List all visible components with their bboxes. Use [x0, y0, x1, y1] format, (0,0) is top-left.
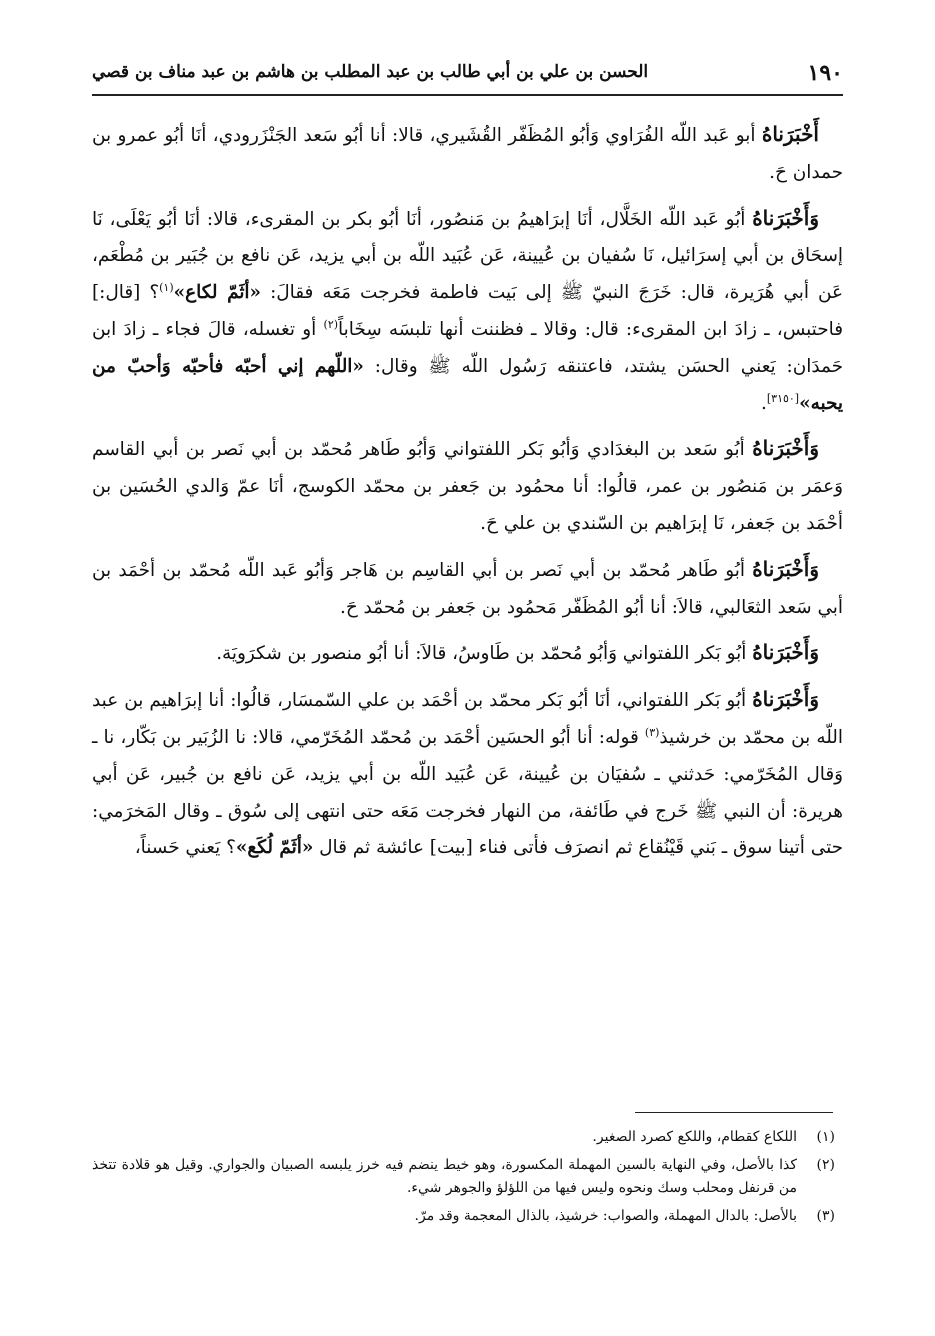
footnote-ref: (٢) [323, 317, 339, 331]
paragraph-text: أبُو بَكر اللفتواني، أنَا أبُو بَكر محمّد بن أحْمَد بن علي السّمسَار، قالُوا: أنا إبرَاهيم بن عبد اللّه بن محمّد بن خرشيذ [92, 690, 843, 748]
isnad-keyword: أَخْبَرَناهُ [761, 122, 819, 146]
paragraph-3 [92, 430, 843, 542]
footnotes [92, 1126, 835, 1232]
paragraph-1 [92, 116, 843, 192]
paragraph-text: أبُو بَكر اللفتواني وَأبُو مُحمّد بن طَاوسُ، قالاَ: أنا أبُو منصور بن شكرَويَة. [216, 643, 753, 665]
isnad-keyword: وَأَخْبَرَناهُ [752, 556, 819, 581]
page-header [92, 56, 843, 96]
paragraph-2 [92, 200, 843, 423]
running-title: الحسن بن علي بن أبي طالب بن عبد المطلب بن هاشم بن عبد مناف بن قصي [92, 62, 649, 82]
hadith-quote: «اللّهم إني أحبّه فأحبّه وَأحبّ من يحبه» [92, 355, 843, 414]
footnote-text: اللكاع كقطام، واللكع كصرد الصغير. [592, 1129, 797, 1145]
paragraph-text: أبُو عَبد اللّه الخَلَّال، أنَا إبرَاهيمُ بن مَنصُور، أنَا أبُو بكر بن المقرىء، قالا: أنَا أبُو يَعْلَى، نَا إسحَاق بن أبي إسرَائيل، نَا سُفيان بن عُيينة، عَن عُبَيد اللّه بن أبي يزيد، عَن نافع بن جُبَير بن مُطْعَم، عَن أبي هُرَيرة، قال: خَرَجَ النبيّ ﷺ إلى بَيت فاطمة فخرجت مَعَه فقالَ: [92, 208, 843, 304]
isnad-keyword: وَأَخْبَرَناهُ [752, 205, 819, 230]
footnote-divider [635, 1112, 833, 1113]
paragraph-text: . [761, 392, 767, 414]
hadith-number: [٣١٥٠] [766, 391, 800, 405]
paragraph-5 [92, 634, 843, 673]
paragraph-text: ؟ [قال:] فاحتبس، ـ زادَ ابن المقرىء: قال: وقالا ـ فظننت أنها تلبسَه سِخَاباً [92, 282, 843, 340]
footnote-3 [92, 1205, 835, 1229]
isnad-keyword: وَأَخْبَرَناهُ [752, 436, 819, 461]
paragraph-text: أبُو طَاهر مُحمّد بن أبي نَصر بن أبي القاسِم بن هَاجر وَأبُو عَبد اللّه مُحمّد بن أحْمَد بن أبي سَعد الثعَالبي، قالاَ: أنا أبُو المُظَفّر مَحمُود بن جَعفر بن مُحمّد حَ. [92, 559, 843, 618]
main-text [92, 116, 843, 867]
footnote-ref: (٣) [644, 725, 660, 739]
isnad-keyword: وَأَخْبَرَناهُ [752, 640, 819, 665]
paragraph-text: ؟ يَعني حَسناً، [134, 837, 236, 859]
footnote-1 [92, 1126, 835, 1150]
footnote-number: (٣) [816, 1207, 835, 1224]
hadith-quote: «أثَمّ لكاع» [173, 282, 262, 304]
footnote-text: بالأصل: بالدال المهملة، والصواب: خرشيذ، بالذال المعجمة وقد مرّ. [414, 1207, 797, 1224]
paragraph-4 [92, 551, 843, 627]
paragraph-text: قوله: أنا أبُو الحسَين أحْمَد بن مُحمّد المُخَرّمي، قالا: نا الزُبَير بن بَكّار، نا ـ وَقال المُخَرّمي: حَدثني ـ سُفيَان بن عُيينة، عَن عُبَيد اللّه بن أبي يزيد، عَن نافع بن جُبير، عَن أبي هريرة: أن النبي ﷺ خَرج في طَائفة، من النهار فخرجت مَعَه حتى انتهى إلى سُوق ـ وقال المَخرَمي: حتى أتينا سوق ـ بَني قَيْنُقاع ثم انصرَف فأتى فناء [بيت] عائشة ثم قال [92, 726, 843, 859]
paragraph-text: أبو عَبد اللّه الفُرَاوي وَأبُو المُظَفّر القُشَيري، قالا: أنا أبُو سَعد الجَنْزَرودي، أنَا أبُو عمرو بن حمدان حَ. [92, 125, 843, 183]
footnote-2 [92, 1154, 835, 1201]
paragraph-text: أو تغسله، قالَ فجاء ـ زادَ ابن حَمدَان: يَعني الحسَن يشتد، فاعتنقه رَسُول اللّه ﷺ وقال: [92, 318, 843, 377]
footnote-ref: (١) [159, 281, 174, 295]
footnote-number: (١) [816, 1129, 835, 1145]
hadith-quote: «أثَمّ لُكَع» [235, 837, 314, 859]
footnote-text: كذا بالأصل، وفي النهاية بالسين المهملة المكسورة، وهو خيط ينضم فيه خرز يلبسه الصبيان والجواري. وقيل هو قلادة تتخذ من قرنفل ومحلب وسك ونحوه وليس فيها من اللؤلؤ والجوهر شيء. [92, 1156, 797, 1196]
paragraph-6 [92, 681, 843, 867]
isnad-keyword: وَأَخْبَرَناهُ [752, 687, 819, 712]
paragraph-text: أبُو سَعد بن البغدَادي وَأبُو بَكر اللفتواني وَأبُو طَاهر مُحمّد بن أبي نَصر بن أبي القاسم وَعمَر بن مَنصُور بن عمر، قالُوا: أنا محمُود بن جَعفر بن محمّد الكوسج، أنَا عمّ وَالدي الحُسَين بن أحْمَد بن جَعفر، نَا إبرَاهيم بن السّندي بن علي حَ. [92, 439, 843, 534]
page-number: ١٩٠ [807, 60, 843, 86]
footnote-number: (٢) [816, 1156, 835, 1173]
